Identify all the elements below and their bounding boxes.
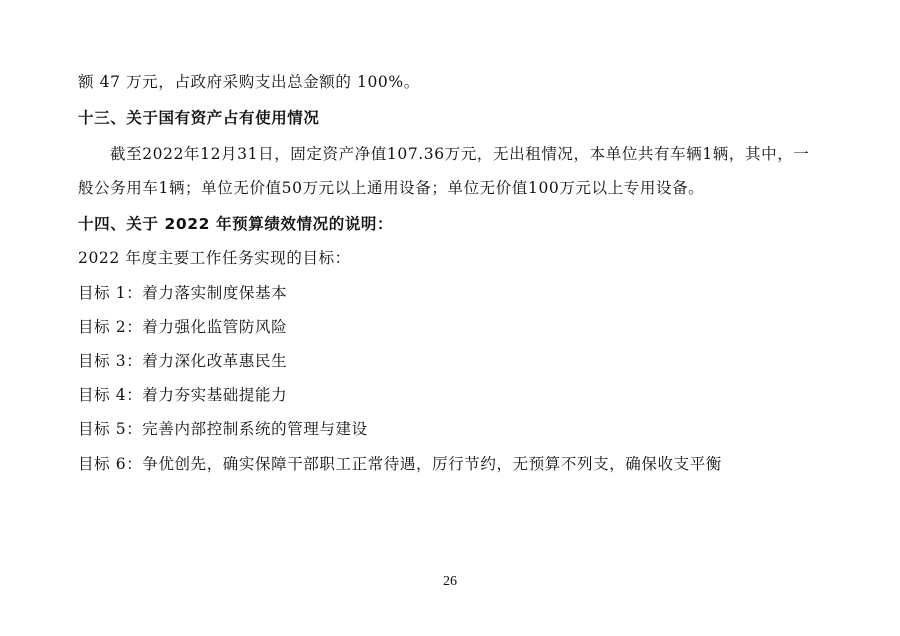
goal-item-2: 目标 2：着力强化监管防风险 (78, 318, 288, 336)
section-heading-14: 十四、关于 2022 年预算绩效情况的说明： (78, 215, 394, 233)
goal-item-6: 目标 6：争优创先，确实保障干部职工正常待遇，厉行节约，无预算不列支，确保收支平衡 (78, 455, 722, 473)
goals-intro: 2022 年度主要工作任务实现的目标： (78, 249, 351, 267)
assets-paragraph-line-2: 般公务用车1辆；单位无价值50万元以上通用设备；单位无价值100万元以上专用设备。 (78, 179, 705, 197)
assets-paragraph-line-1: 截至2022年12月31日，固定资产净值107.36万元，无出租情况，本单位共有车辆1辆，其中，一 (110, 145, 810, 163)
page-number: 26 (443, 574, 457, 589)
goal-item-5: 目标 5：完善内部控制系统的管理与建设 (78, 420, 368, 438)
goal-item-3: 目标 3：着力深化改革惠民生 (78, 352, 288, 370)
goal-item-4: 目标 4：着力夯实基础提能力 (78, 386, 288, 404)
goal-item-1: 目标 1：着力落实制度保基本 (78, 284, 288, 302)
paragraph-continuation: 额 47 万元，占政府采购支出总金额的 100%。 (78, 73, 420, 91)
section-heading-13: 十三、关于国有资产占有使用情况 (78, 109, 320, 127)
